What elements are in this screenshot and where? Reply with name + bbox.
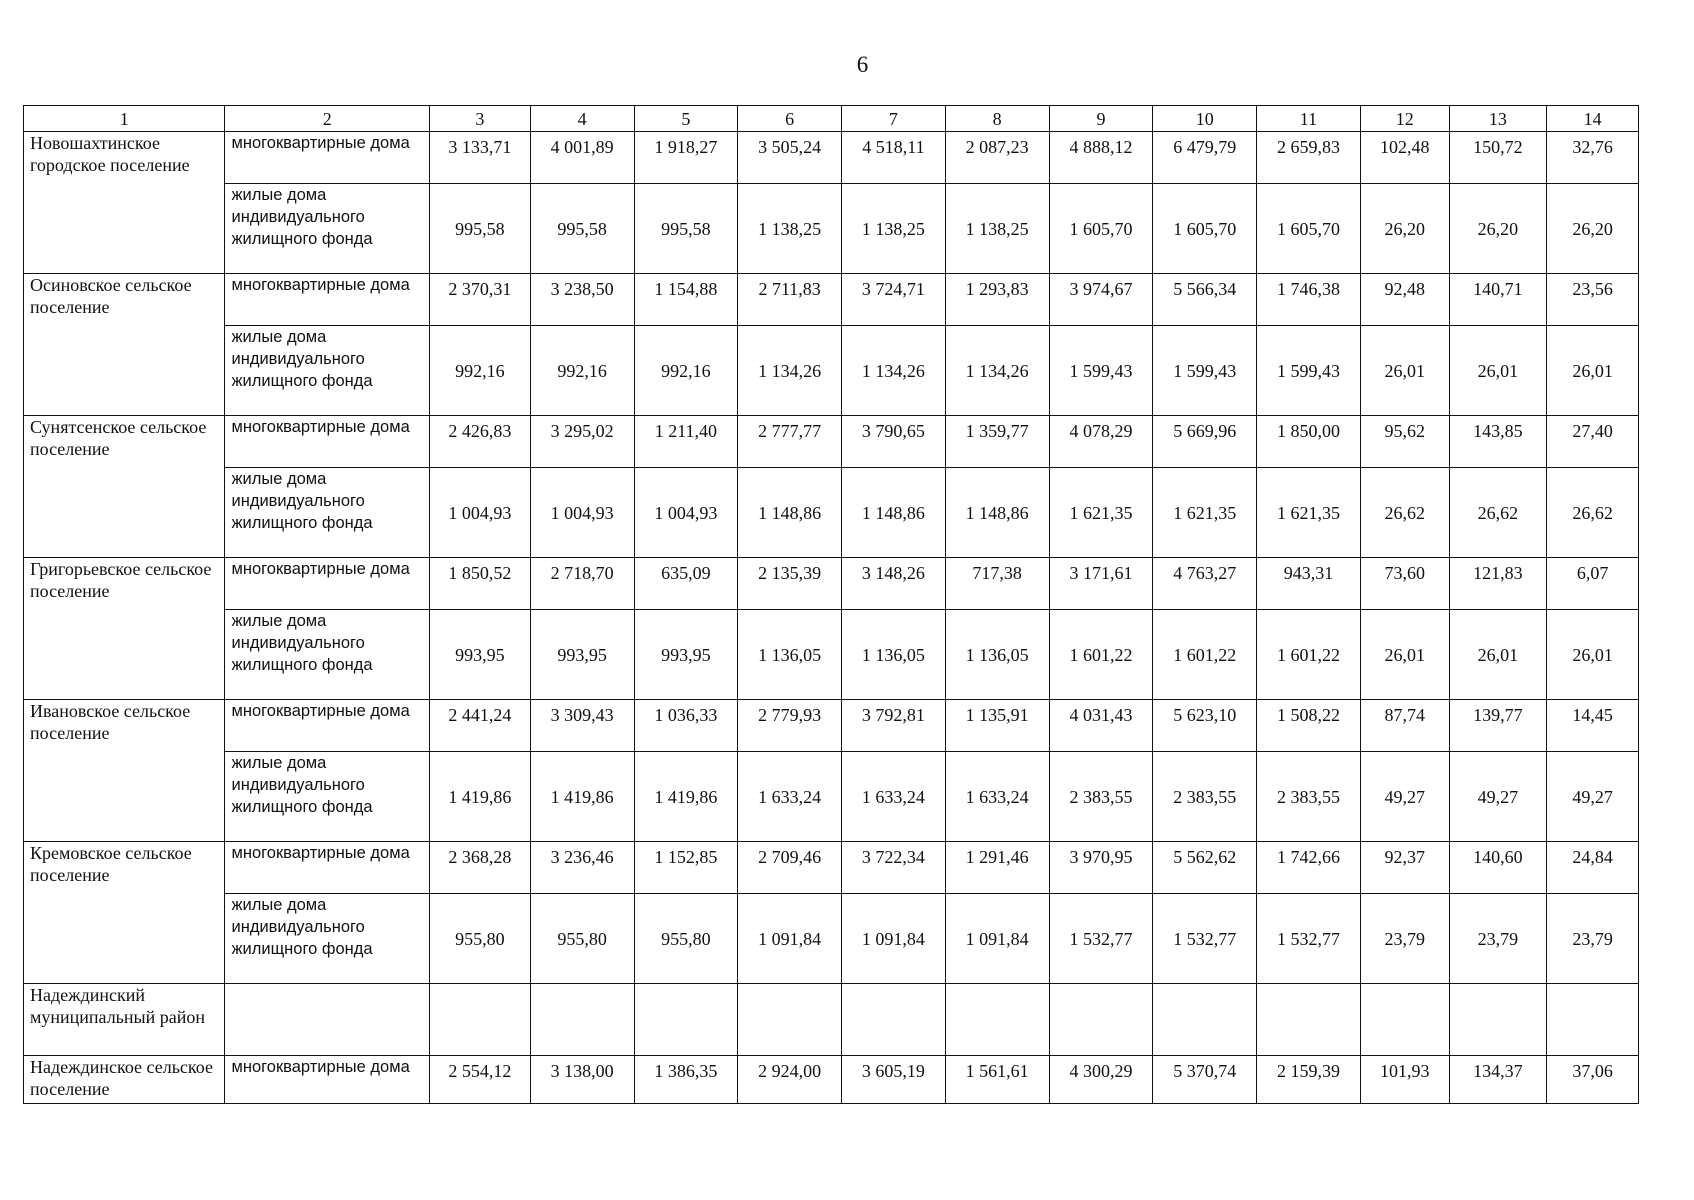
housing-type: многоквартирные дома: [225, 1056, 430, 1104]
housing-type: многоквартирные дома: [225, 842, 430, 894]
value-cell: 26,01: [1360, 326, 1449, 416]
district-row: [24, 984, 1639, 1056]
value-cell: 95,62: [1360, 416, 1449, 468]
housing-type: многоквартирные дома: [225, 700, 430, 752]
value-cell: 4 031,43: [1049, 700, 1153, 752]
value-cell: 2 383,55: [1257, 752, 1361, 842]
settlement-name: Осиновское сельское поселение: [24, 274, 225, 416]
value-cell: 2 779,93: [738, 700, 842, 752]
value-cell: 3 309,43: [530, 700, 634, 752]
column-number: 14: [1547, 106, 1639, 132]
value-cell: 1 633,24: [738, 752, 842, 842]
table-row: [24, 132, 1639, 184]
empty-cell: [1257, 984, 1361, 1056]
value-cell: 3 148,26: [842, 558, 946, 610]
value-cell: 102,48: [1360, 132, 1449, 184]
value-cell: 717,38: [945, 558, 1049, 610]
value-cell: 3 722,34: [842, 842, 946, 894]
value-cell: 134,37: [1449, 1056, 1547, 1104]
value-cell: 23,79: [1547, 894, 1639, 984]
housing-type: многоквартирные дома: [225, 132, 430, 184]
value-cell: 1 138,25: [842, 184, 946, 274]
value-cell: 3 792,81: [842, 700, 946, 752]
value-cell: 1 148,86: [945, 468, 1049, 558]
settlement-name: Ивановское сельское поселение: [24, 700, 225, 842]
value-cell: 1 633,24: [945, 752, 1049, 842]
value-cell: 992,16: [430, 326, 531, 416]
table-row: [24, 842, 1639, 894]
value-cell: 992,16: [634, 326, 738, 416]
housing-type: многоквартирные дома: [225, 274, 430, 326]
value-cell: 1 605,70: [1257, 184, 1361, 274]
value-cell: 1 918,27: [634, 132, 738, 184]
table-row: [24, 610, 1639, 700]
value-cell: 2 659,83: [1257, 132, 1361, 184]
value-cell: 1 036,33: [634, 700, 738, 752]
table-row: [24, 468, 1639, 558]
value-cell: 3 238,50: [530, 274, 634, 326]
value-cell: 37,06: [1547, 1056, 1639, 1104]
housing-type: жилые дома индивидуального жилищного фонда: [225, 752, 430, 842]
column-number: 9: [1049, 106, 1153, 132]
value-cell: 1 134,26: [842, 326, 946, 416]
value-cell: 995,58: [430, 184, 531, 274]
value-cell: 1 601,22: [1153, 610, 1257, 700]
value-cell: 1 152,85: [634, 842, 738, 894]
value-cell: 26,20: [1360, 184, 1449, 274]
value-cell: 23,56: [1547, 274, 1639, 326]
column-number: 5: [634, 106, 738, 132]
empty-cell: [1049, 984, 1153, 1056]
value-cell: 2 777,77: [738, 416, 842, 468]
column-number: 3: [430, 106, 531, 132]
value-cell: 1 148,86: [738, 468, 842, 558]
empty-cell: [530, 984, 634, 1056]
value-cell: 993,95: [634, 610, 738, 700]
value-cell: 2 135,39: [738, 558, 842, 610]
value-cell: 2 383,55: [1153, 752, 1257, 842]
table-row: [24, 326, 1639, 416]
value-cell: 26,01: [1449, 610, 1547, 700]
value-cell: 1 091,84: [945, 894, 1049, 984]
value-cell: 1 419,86: [634, 752, 738, 842]
value-cell: 5 669,96: [1153, 416, 1257, 468]
value-cell: 3 505,24: [738, 132, 842, 184]
value-cell: 1 138,25: [738, 184, 842, 274]
value-cell: 1 135,91: [945, 700, 1049, 752]
value-cell: 23,79: [1360, 894, 1449, 984]
column-number: 13: [1449, 106, 1547, 132]
value-cell: 1 419,86: [430, 752, 531, 842]
value-cell: 3 171,61: [1049, 558, 1153, 610]
value-cell: 1 091,84: [738, 894, 842, 984]
value-cell: 1 004,93: [530, 468, 634, 558]
value-cell: 49,27: [1449, 752, 1547, 842]
value-cell: 4 001,89: [530, 132, 634, 184]
value-cell: 3 295,02: [530, 416, 634, 468]
value-cell: 49,27: [1360, 752, 1449, 842]
value-cell: 1 004,93: [634, 468, 738, 558]
value-cell: 3 970,95: [1049, 842, 1153, 894]
value-cell: 101,93: [1360, 1056, 1449, 1104]
settlement-name: Кремовское сельское поселение: [24, 842, 225, 984]
value-cell: 2 368,28: [430, 842, 531, 894]
tariff-table: [23, 105, 1639, 1104]
housing-type: жилые дома индивидуального жилищного фонда: [225, 610, 430, 700]
value-cell: 140,60: [1449, 842, 1547, 894]
value-cell: 3 724,71: [842, 274, 946, 326]
empty-cell: [945, 984, 1049, 1056]
value-cell: 1 601,22: [1257, 610, 1361, 700]
value-cell: 14,45: [1547, 700, 1639, 752]
value-cell: 92,48: [1360, 274, 1449, 326]
value-cell: 2 718,70: [530, 558, 634, 610]
value-cell: 73,60: [1360, 558, 1449, 610]
value-cell: 121,83: [1449, 558, 1547, 610]
housing-type: многоквартирные дома: [225, 416, 430, 468]
value-cell: 4 888,12: [1049, 132, 1153, 184]
value-cell: 5 623,10: [1153, 700, 1257, 752]
value-cell: 87,74: [1360, 700, 1449, 752]
value-cell: 955,80: [634, 894, 738, 984]
value-cell: 1 605,70: [1153, 184, 1257, 274]
value-cell: 1 746,38: [1257, 274, 1361, 326]
table-row: [24, 752, 1639, 842]
value-cell: 2 709,46: [738, 842, 842, 894]
value-cell: 4 518,11: [842, 132, 946, 184]
value-cell: 1 091,84: [842, 894, 946, 984]
value-cell: 26,62: [1449, 468, 1547, 558]
column-number: 4: [530, 106, 634, 132]
column-number: 10: [1153, 106, 1257, 132]
value-cell: 3 974,67: [1049, 274, 1153, 326]
value-cell: 993,95: [430, 610, 531, 700]
empty-cell: [738, 984, 842, 1056]
value-cell: 1 138,25: [945, 184, 1049, 274]
table-row: [24, 1056, 1639, 1104]
value-cell: 1 134,26: [945, 326, 1049, 416]
value-cell: 2 554,12: [430, 1056, 531, 1104]
value-cell: 1 419,86: [530, 752, 634, 842]
value-cell: 26,20: [1449, 184, 1547, 274]
value-cell: 1 293,83: [945, 274, 1049, 326]
value-cell: 140,71: [1449, 274, 1547, 326]
value-cell: 143,85: [1449, 416, 1547, 468]
value-cell: 993,95: [530, 610, 634, 700]
value-cell: 3 236,46: [530, 842, 634, 894]
value-cell: 3 138,00: [530, 1056, 634, 1104]
empty-cell: [1547, 984, 1639, 1056]
value-cell: 955,80: [530, 894, 634, 984]
value-cell: 26,01: [1360, 610, 1449, 700]
value-cell: 1 599,43: [1257, 326, 1361, 416]
value-cell: 5 562,62: [1153, 842, 1257, 894]
housing-type: жилые дома индивидуального жилищного фонда: [225, 468, 430, 558]
value-cell: 2 426,83: [430, 416, 531, 468]
housing-type: жилые дома индивидуального жилищного фонда: [225, 326, 430, 416]
column-number: 2: [225, 106, 430, 132]
value-cell: 1 291,46: [945, 842, 1049, 894]
value-cell: 4 300,29: [1049, 1056, 1153, 1104]
page-number: 6: [856, 52, 869, 77]
value-cell: 955,80: [430, 894, 531, 984]
housing-type: жилые дома индивидуального жилищного фонда: [225, 894, 430, 984]
column-number: 8: [945, 106, 1049, 132]
column-number: 11: [1257, 106, 1361, 132]
value-cell: 5 370,74: [1153, 1056, 1257, 1104]
value-cell: 1 004,93: [430, 468, 531, 558]
value-cell: 992,16: [530, 326, 634, 416]
value-cell: 4 763,27: [1153, 558, 1257, 610]
value-cell: 1 532,77: [1257, 894, 1361, 984]
value-cell: 150,72: [1449, 132, 1547, 184]
value-cell: 1 633,24: [842, 752, 946, 842]
value-cell: 1 136,05: [842, 610, 946, 700]
column-number: 1: [24, 106, 225, 132]
table-row: [24, 184, 1639, 274]
value-cell: 995,58: [634, 184, 738, 274]
value-cell: 943,31: [1257, 558, 1361, 610]
value-cell: 1 148,86: [842, 468, 946, 558]
empty-cell: [1153, 984, 1257, 1056]
empty-cell: [430, 984, 531, 1056]
empty-cell: [225, 984, 430, 1056]
column-number: 6: [738, 106, 842, 132]
value-cell: 1 605,70: [1049, 184, 1153, 274]
value-cell: 2 441,24: [430, 700, 531, 752]
value-cell: 26,01: [1449, 326, 1547, 416]
value-cell: 2 924,00: [738, 1056, 842, 1104]
value-cell: 2 370,31: [430, 274, 531, 326]
table-row: [24, 700, 1639, 752]
value-cell: 26,20: [1547, 184, 1639, 274]
empty-cell: [1360, 984, 1449, 1056]
value-cell: 2 159,39: [1257, 1056, 1361, 1104]
value-cell: 635,09: [634, 558, 738, 610]
column-number: 12: [1360, 106, 1449, 132]
value-cell: 23,79: [1449, 894, 1547, 984]
value-cell: 139,77: [1449, 700, 1547, 752]
value-cell: 3 790,65: [842, 416, 946, 468]
value-cell: 26,62: [1360, 468, 1449, 558]
value-cell: 6,07: [1547, 558, 1639, 610]
value-cell: 26,62: [1547, 468, 1639, 558]
value-cell: 1 850,00: [1257, 416, 1361, 468]
settlement-name: Новошахтинское городское поселение: [24, 132, 225, 274]
value-cell: 3 133,71: [430, 132, 531, 184]
value-cell: 4 078,29: [1049, 416, 1153, 468]
value-cell: 1 386,35: [634, 1056, 738, 1104]
value-cell: 1 508,22: [1257, 700, 1361, 752]
value-cell: 1 621,35: [1257, 468, 1361, 558]
housing-type: жилые дома индивидуального жилищного фонда: [225, 184, 430, 274]
value-cell: 1 742,66: [1257, 842, 1361, 894]
value-cell: 1 621,35: [1153, 468, 1257, 558]
value-cell: 49,27: [1547, 752, 1639, 842]
value-cell: 1 359,77: [945, 416, 1049, 468]
value-cell: 6 479,79: [1153, 132, 1257, 184]
value-cell: 26,01: [1547, 326, 1639, 416]
value-cell: 1 154,88: [634, 274, 738, 326]
table-row: [24, 558, 1639, 610]
district-name: Надеждинский муниципальный район: [24, 984, 225, 1056]
value-cell: 1 599,43: [1153, 326, 1257, 416]
header-row: [24, 106, 1639, 132]
value-cell: 1 136,05: [738, 610, 842, 700]
value-cell: 1 211,40: [634, 416, 738, 468]
value-cell: 1 136,05: [945, 610, 1049, 700]
value-cell: 5 566,34: [1153, 274, 1257, 326]
value-cell: 92,37: [1360, 842, 1449, 894]
settlement-name: Сунятсенское сельское поселение: [24, 416, 225, 558]
empty-cell: [634, 984, 738, 1056]
settlement-name: Надеждинское сельское поселение: [24, 1056, 225, 1104]
table-row: [24, 894, 1639, 984]
value-cell: 1 561,61: [945, 1056, 1049, 1104]
value-cell: 995,58: [530, 184, 634, 274]
value-cell: 1 532,77: [1153, 894, 1257, 984]
value-cell: 3 605,19: [842, 1056, 946, 1104]
empty-cell: [1449, 984, 1547, 1056]
table-row: [24, 274, 1639, 326]
table-row: [24, 416, 1639, 468]
value-cell: 1 532,77: [1049, 894, 1153, 984]
value-cell: 1 134,26: [738, 326, 842, 416]
value-cell: 2 711,83: [738, 274, 842, 326]
value-cell: 32,76: [1547, 132, 1639, 184]
value-cell: 26,01: [1547, 610, 1639, 700]
column-number: 7: [842, 106, 946, 132]
value-cell: 1 850,52: [430, 558, 531, 610]
value-cell: 1 599,43: [1049, 326, 1153, 416]
settlement-name: Григорьевское сельское поселение: [24, 558, 225, 700]
value-cell: 1 621,35: [1049, 468, 1153, 558]
value-cell: 2 087,23: [945, 132, 1049, 184]
empty-cell: [842, 984, 946, 1056]
housing-type: многоквартирные дома: [225, 558, 430, 610]
value-cell: 1 601,22: [1049, 610, 1153, 700]
value-cell: 2 383,55: [1049, 752, 1153, 842]
value-cell: 27,40: [1547, 416, 1639, 468]
value-cell: 24,84: [1547, 842, 1639, 894]
